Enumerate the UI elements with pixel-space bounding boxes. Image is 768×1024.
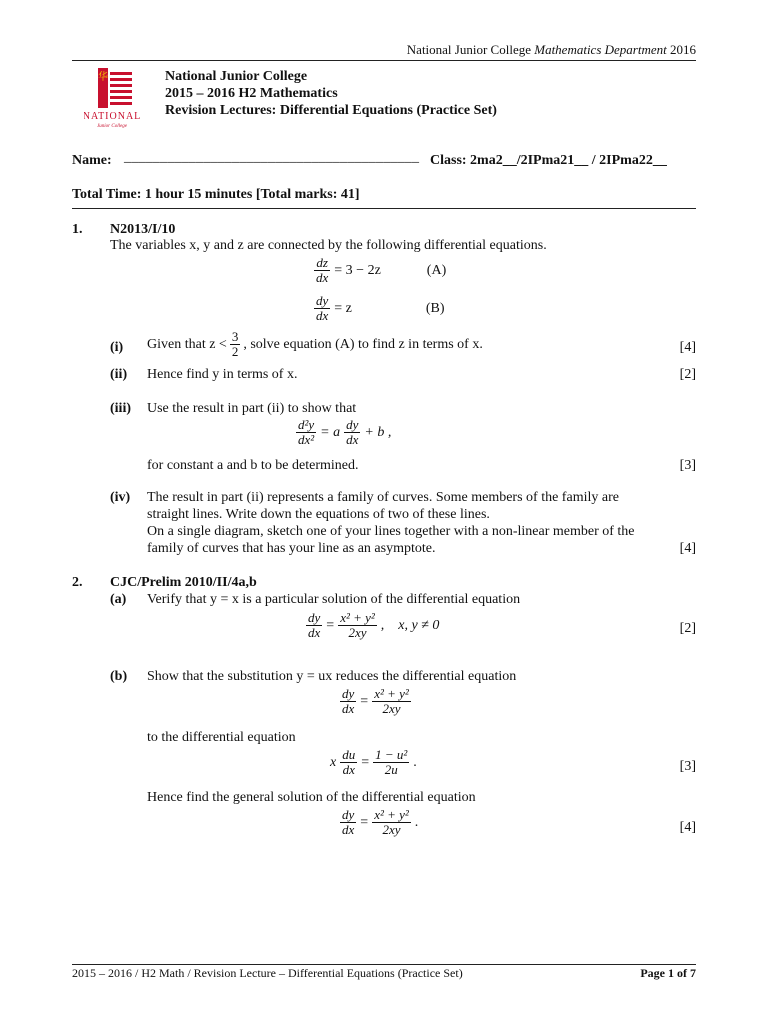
q2b-equals: = bbox=[360, 693, 369, 709]
q2-source: CJC/Prelim 2010/II/4a,b bbox=[110, 575, 257, 590]
q1-part-ii-mark: [2] bbox=[679, 367, 696, 382]
q1-part-iii-label: (iii) bbox=[110, 401, 131, 416]
header-rule bbox=[72, 60, 696, 61]
q1-part-iii-equation bbox=[296, 418, 391, 447]
q2a-derivative: $\frac{dy}{dx}$ bbox=[308, 610, 321, 640]
logo-emblem bbox=[84, 66, 156, 130]
footer-rule bbox=[72, 964, 696, 965]
q1-part-iv-line2: straight lines. Write down the equations of two of these lines. bbox=[147, 507, 490, 522]
q1-part-i-label: (i) bbox=[110, 340, 124, 355]
q2a-equals: = bbox=[326, 617, 335, 633]
q2-part-b-text: Show that the substitution y = ux reduces the differential equation bbox=[147, 669, 517, 684]
q1-source: N2013/I/10 bbox=[110, 222, 176, 237]
eqA-tag: (A) bbox=[426, 262, 447, 278]
college-logo bbox=[84, 66, 156, 130]
eqB-derivative: $\frac{dy}{dx}$ bbox=[316, 293, 329, 323]
q2b3-rhs: $\frac{\text{x² + y²}}{2xy}$ bbox=[374, 807, 409, 837]
page-total: of 7 bbox=[674, 966, 696, 980]
page-number: 1 bbox=[668, 966, 674, 980]
title-course: 2015 – 2016 H2 Mathematics bbox=[165, 86, 338, 101]
q1-part-iv-line3: On a single diagram, sketch one of your lines together with a non-linear member of the bbox=[147, 524, 635, 539]
q2-part-b-mark2: [4] bbox=[679, 820, 696, 835]
q1-part-iii-mark: [3] bbox=[679, 458, 696, 473]
q1-part-i-text-b: , solve equation (A) to find z in terms of x. bbox=[243, 336, 483, 352]
class-label: Class: 2ma2__/2IPma21__ / 2IPma22__ bbox=[430, 153, 667, 168]
page-label: Page bbox=[640, 966, 668, 980]
q1-part-i-fraction: $\frac{3}{2}$ bbox=[231, 329, 239, 359]
q2-part-b-equation3 bbox=[340, 808, 418, 837]
q2-part-b-text3: Hence find the general solution of the differential equation bbox=[147, 790, 476, 805]
running-header-dept: Mathematics Department bbox=[534, 42, 667, 57]
eq-end: + b , bbox=[364, 424, 392, 440]
name-field[interactable]: _________________________________________ bbox=[124, 150, 420, 165]
q2-part-b-mark: [3] bbox=[679, 759, 696, 774]
q1-part-ii-label: (ii) bbox=[110, 367, 128, 382]
q1-number: 1. bbox=[72, 222, 83, 237]
q2a-condition: , x, y ≠ 0 bbox=[380, 617, 440, 633]
q2-part-a-text: Verify that y = x is a particular solution of the differential equation bbox=[147, 592, 521, 607]
second-derivative: $\frac{\text{d²y}}{\text{dx²}}$ bbox=[298, 417, 315, 447]
q1-part-ii-text: Hence find y in terms of x. bbox=[147, 367, 298, 382]
q2b3-end: . bbox=[414, 814, 419, 830]
title-school: National Junior College bbox=[165, 69, 308, 84]
q2b2-end: . bbox=[413, 754, 417, 770]
q2-part-b-equation bbox=[340, 687, 411, 716]
running-header-school: National Junior College bbox=[406, 42, 535, 57]
q2-part-b-label: (b) bbox=[110, 669, 128, 684]
section-rule bbox=[72, 208, 696, 209]
q1-part-i-mark: [4] bbox=[679, 340, 696, 355]
q2b3-equals: = bbox=[360, 814, 369, 830]
q2b2-rhs: $\frac{\text{1 − u²}}{2u}$ bbox=[375, 747, 408, 777]
logo-subtitle: Junior College bbox=[97, 124, 127, 129]
q2b2-x: x bbox=[330, 754, 337, 770]
q1-intro: The variables x, y and z are connected by the following differential equations. bbox=[110, 238, 547, 253]
q2a-rhs: $\frac{\text{x² + y²}}{2xy}$ bbox=[340, 610, 375, 640]
running-header bbox=[407, 42, 696, 58]
q2-part-b-text2: to the differential equation bbox=[147, 730, 296, 745]
q1-equation-b bbox=[314, 294, 445, 323]
q1-part-i-text bbox=[147, 330, 483, 359]
title-lecture: Revision Lectures: Differential Equations (Practice Set) bbox=[165, 103, 497, 118]
q1-equation-a bbox=[314, 256, 446, 285]
q2-part-a-mark: [2] bbox=[679, 621, 696, 636]
q2b3-derivative: $\frac{dy}{dx}$ bbox=[342, 807, 355, 837]
logo-glyph: 华 bbox=[98, 72, 108, 83]
q2b2-derivative: $\frac{du}{dx}$ bbox=[342, 747, 356, 777]
q2-part-b-equation2 bbox=[330, 748, 417, 777]
q2-part-a-label: (a) bbox=[110, 592, 127, 607]
eqB-tag: (B) bbox=[425, 300, 445, 316]
q1-part-iii-text: Use the result in part (ii) to show that bbox=[147, 401, 357, 416]
q2-part-a-equation bbox=[306, 611, 439, 640]
running-header-year: 2016 bbox=[666, 42, 696, 57]
q2b-derivative: $\frac{dy}{dx}$ bbox=[342, 686, 355, 716]
eq-mid: = a bbox=[320, 424, 341, 440]
page-indicator bbox=[640, 966, 696, 981]
footer-text: 2015 – 2016 / H2 Math / Revision Lecture – Differential Equations (Practice Set) bbox=[72, 966, 463, 980]
q1-part-iv-line1: The result in part (ii) represents a family of curves. Some members of the family are bbox=[147, 490, 619, 505]
logo-word: NATIONAL bbox=[84, 111, 142, 122]
total-time: Total Time: 1 hour 15 minutes [Total marks: 41] bbox=[72, 187, 360, 202]
eqB-rhs: = z bbox=[334, 300, 352, 316]
first-derivative: $\frac{dy}{dx}$ bbox=[346, 417, 359, 447]
q1-part-iii-text2: for constant a and b to be determined. bbox=[147, 458, 359, 473]
q1-part-iv-mark: [4] bbox=[679, 541, 696, 556]
q2b-rhs: $\frac{\text{x² + y²}}{2xy}$ bbox=[374, 686, 409, 716]
q1-part-iv-line4: family of curves that has your line as an asymptote. bbox=[147, 541, 436, 556]
eqA-derivative: $\frac{dz}{dx}$ bbox=[316, 255, 329, 285]
q1-part-i-text-a: Given that z < bbox=[147, 336, 227, 352]
q2-number: 2. bbox=[72, 575, 83, 590]
name-label: Name: bbox=[72, 153, 112, 168]
q1-part-iv-label: (iv) bbox=[110, 490, 131, 505]
eqA-rhs: = 3 − 2z bbox=[334, 262, 381, 278]
q2b2-equals: = bbox=[361, 754, 370, 770]
